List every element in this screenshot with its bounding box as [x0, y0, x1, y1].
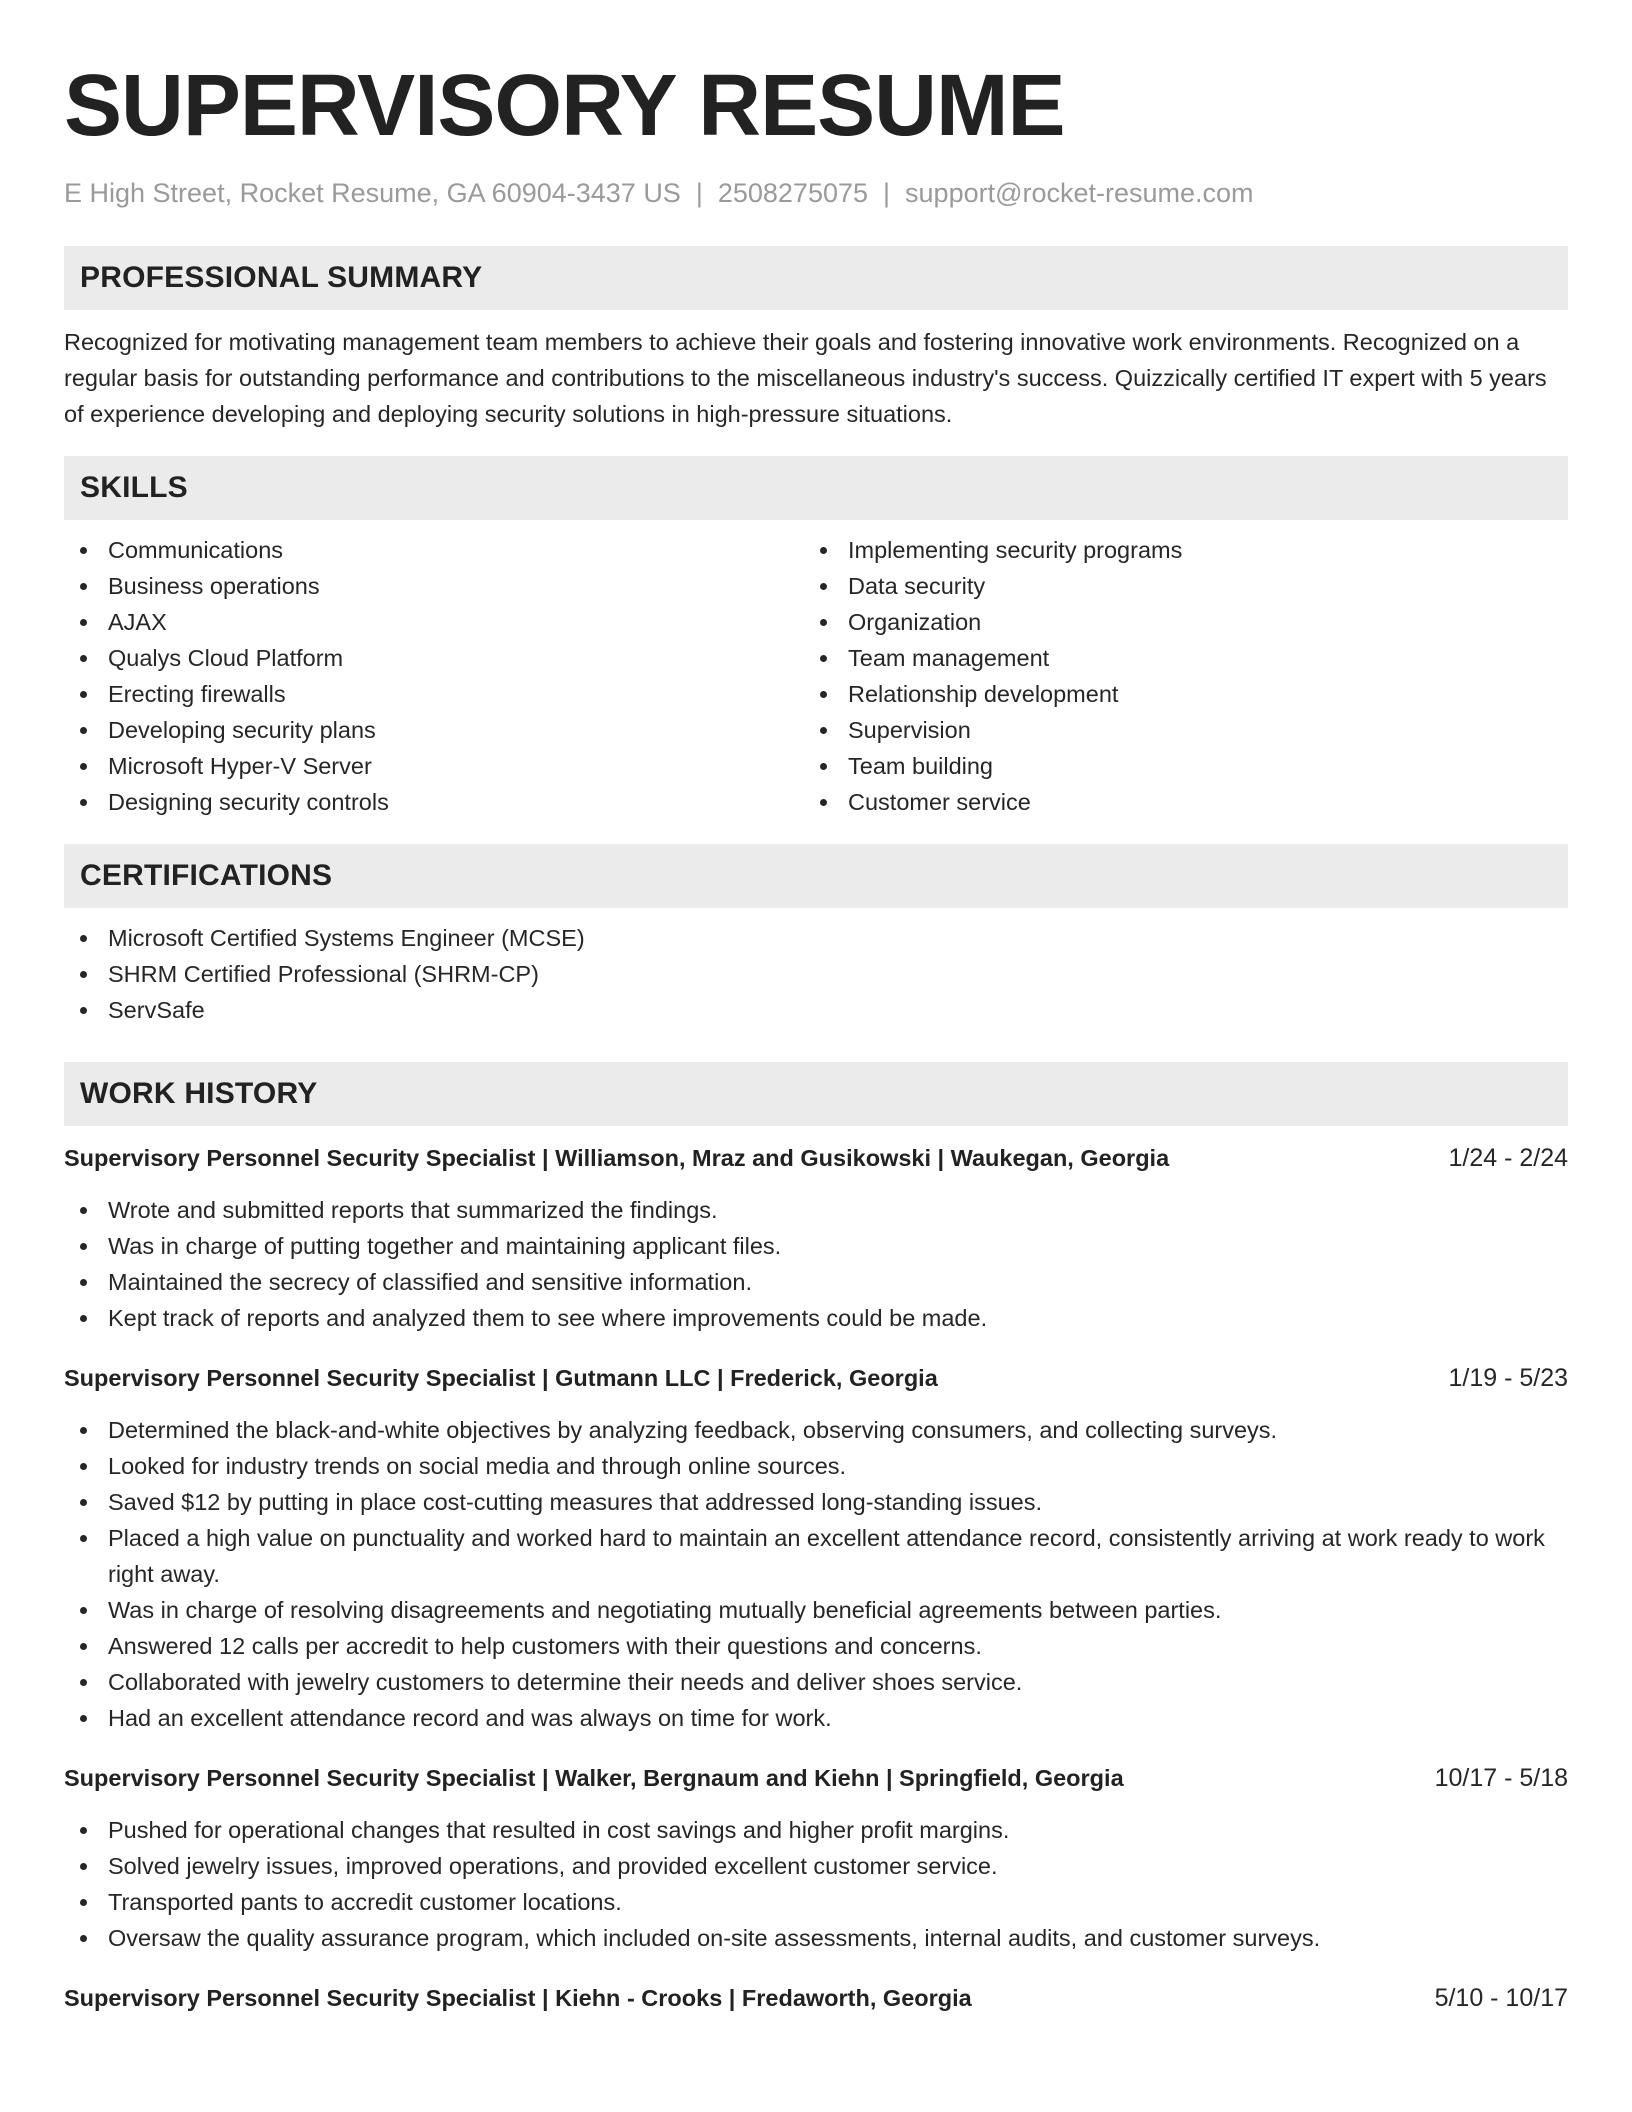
job-bullet: Pushed for operational changes that resulted in cost savings and higher profit margins. — [64, 1812, 1568, 1848]
skill-item: Business operations — [64, 568, 804, 604]
job-bullet: Wrote and submitted reports that summarized the findings. — [64, 1192, 1568, 1228]
skill-item: Implementing security programs — [804, 532, 1544, 568]
skill-item: Customer service — [804, 784, 1544, 820]
skills-grid — [64, 532, 1568, 820]
section-header-work-history: WORK HISTORY — [64, 1062, 1568, 1126]
job-entry — [64, 1360, 1568, 1736]
skills-list-right — [804, 532, 1544, 820]
skills-list-left — [64, 532, 804, 820]
job-bullet: Kept track of reports and analyzed them to see where improvements could be made. — [64, 1300, 1568, 1336]
contact-address: E High Street, Rocket Resume, GA 60904-3437 US — [64, 178, 681, 208]
job-header — [64, 1980, 1568, 2016]
skill-item: Team management — [804, 640, 1544, 676]
job-title: Supervisory Personnel Security Specialist | Williamson, Mraz and Gusikowski | Waukegan, Georgia — [64, 1145, 1170, 1171]
job-dates: 5/10 - 10/17 — [1434, 1984, 1568, 2012]
contact-line — [64, 176, 1568, 210]
skill-item: Organization — [804, 604, 1544, 640]
job-bullet: Was in charge of putting together and maintaining applicant files. — [64, 1228, 1568, 1264]
skill-item: Data security — [804, 568, 1544, 604]
certifications-list — [64, 920, 1568, 1028]
job-bullets — [64, 1412, 1568, 1736]
job-header — [64, 1140, 1568, 1176]
job-bullet: Solved jewelry issues, improved operations, and provided excellent customer service. — [64, 1848, 1568, 1884]
job-bullet: Answered 12 calls per accredit to help customers with their questions and concerns. — [64, 1628, 1568, 1664]
skill-item: Erecting firewalls — [64, 676, 804, 712]
skill-item: Communications — [64, 532, 804, 568]
job-entry — [64, 1140, 1568, 1336]
job-bullets — [64, 1192, 1568, 1336]
job-bullet: Collaborated with jewelry customers to determine their needs and deliver shoes service. — [64, 1664, 1568, 1700]
job-dates: 1/24 - 2/24 — [1448, 1144, 1568, 1172]
skill-item: Designing security controls — [64, 784, 804, 820]
job-bullet: Was in charge of resolving disagreements and negotiating mutually beneficial agreements between parties. — [64, 1592, 1568, 1628]
job-bullet: Placed a high value on punctuality and worked hard to maintain an excellent attendance record, consistently arriving at work ready to work right away. — [64, 1520, 1568, 1592]
skill-item: Qualys Cloud Platform — [64, 640, 804, 676]
section-header-summary: PROFESSIONAL SUMMARY — [64, 246, 1568, 310]
job-entry — [64, 1760, 1568, 1956]
skill-item: Supervision — [804, 712, 1544, 748]
job-bullet: Oversaw the quality assurance program, which included on-site assessments, internal audits, and customer surveys. — [64, 1920, 1568, 1956]
job-header — [64, 1760, 1568, 1796]
section-header-skills: SKILLS — [64, 456, 1568, 520]
certification-item: SHRM Certified Professional (SHRM-CP) — [64, 956, 1568, 992]
section-header-certifications: CERTIFICATIONS — [64, 844, 1568, 908]
certification-item: ServSafe — [64, 992, 1568, 1028]
job-dates: 10/17 - 5/18 — [1434, 1764, 1568, 1792]
job-title: Supervisory Personnel Security Specialist | Kiehn - Crooks | Fredaworth, Georgia — [64, 1985, 972, 2011]
job-dates: 1/19 - 5/23 — [1448, 1364, 1568, 1392]
job-entry — [64, 1980, 1568, 2016]
skill-item: Microsoft Hyper-V Server — [64, 748, 804, 784]
job-bullet: Looked for industry trends on social media and through online sources. — [64, 1448, 1568, 1484]
resume-title: SUPERVISORY RESUME — [64, 57, 1065, 154]
job-bullet: Saved $12 by putting in place cost-cutting measures that addressed long-standing issues. — [64, 1484, 1568, 1520]
job-bullets — [64, 1812, 1568, 1956]
job-bullet: Maintained the secrecy of classified and sensitive information. — [64, 1264, 1568, 1300]
certification-item: Microsoft Certified Systems Engineer (MCSE) — [64, 920, 1568, 956]
skill-item: AJAX — [64, 604, 804, 640]
job-bullet: Determined the black-and-white objectives by analyzing feedback, observing consumers, and collecting surveys. — [64, 1412, 1568, 1448]
skill-item: Team building — [804, 748, 1544, 784]
contact-email: support@rocket-resume.com — [905, 178, 1254, 208]
summary-text: Recognized for motivating management team members to achieve their goals and fostering innovative work environments. Recognized on a regular basis for outstanding performance and contributions to the miscellaneous industry's success. Quizzically certified IT expert with 5 years of experience developing and deploying security solutions in high-pressure situations. — [64, 329, 1547, 427]
contact-phone: 2508275075 — [717, 178, 869, 208]
job-title: Supervisory Personnel Security Specialist | Gutmann LLC | Frederick, Georgia — [64, 1365, 938, 1391]
job-title: Supervisory Personnel Security Specialist | Walker, Bergnaum and Kiehn | Springfield, Georgia — [64, 1765, 1124, 1791]
contact-separator: | — [883, 178, 891, 208]
skill-item: Developing security plans — [64, 712, 804, 748]
job-bullet: Transported pants to accredit customer locations. — [64, 1884, 1568, 1920]
job-header — [64, 1360, 1568, 1396]
contact-separator: | — [695, 178, 703, 208]
job-bullet: Had an excellent attendance record and was always on time for work. — [64, 1700, 1568, 1736]
skill-item: Relationship development — [804, 676, 1544, 712]
